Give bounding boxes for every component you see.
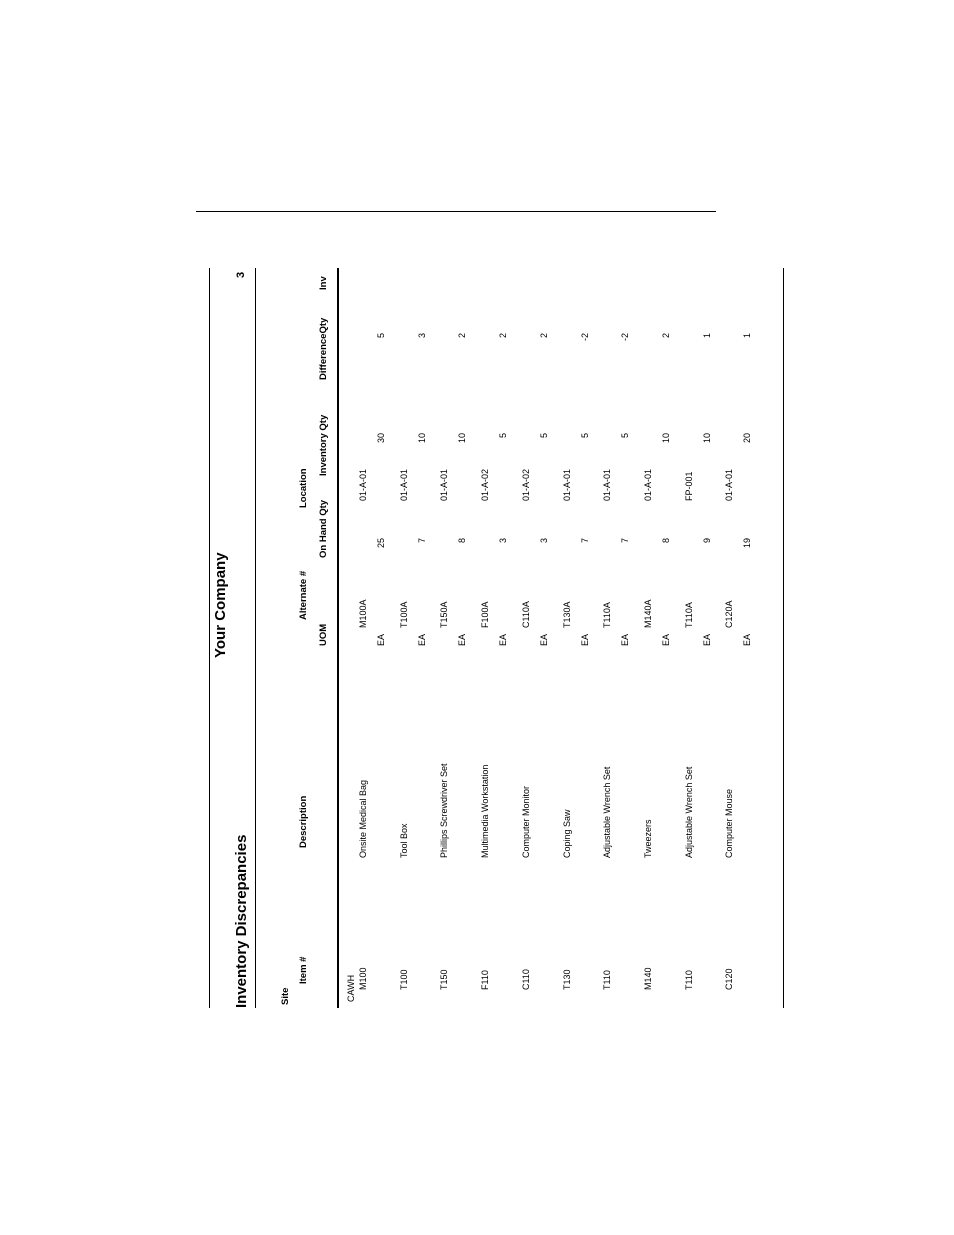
row-item: M100 <box>358 967 368 990</box>
row-on-hand: 7 <box>579 538 590 544</box>
row-description: Onsite Medical Bag <box>358 779 368 858</box>
row-item: C120 <box>724 968 735 990</box>
row-item: T130 <box>561 969 572 990</box>
row-inventory: 20 <box>742 433 753 444</box>
company-name: Your Company <box>212 552 229 658</box>
row-difference: 1 <box>701 333 712 339</box>
row-uom: EA <box>660 633 671 646</box>
site-code: CAWH <box>346 974 356 1002</box>
row-alternate: T130A <box>561 601 572 628</box>
row-inventory: 10 <box>660 433 671 444</box>
header-on-hand: On Hand Qty <box>318 499 329 558</box>
row-item: C110 <box>520 969 531 990</box>
header-inventory: Inventory Qty <box>318 414 329 476</box>
row-location: FP-001 <box>683 471 694 501</box>
row-description: Coping Saw <box>561 809 572 858</box>
row-location: 01-A-01 <box>602 468 613 501</box>
header-site: Site <box>280 987 291 1005</box>
row-alternate: C110A <box>520 601 531 628</box>
header-item: Item # <box>298 956 309 984</box>
header-inv-fragment: Inv <box>318 276 329 290</box>
header-rule <box>337 268 339 1008</box>
row-difference: -2 <box>620 333 631 342</box>
row-on-hand: 3 <box>538 538 549 544</box>
row-description: Computer Monitor <box>520 785 531 858</box>
row-uom: EA <box>579 633 590 646</box>
row-uom: EA <box>498 633 509 646</box>
title-rule <box>255 268 256 1008</box>
row-alternate: T110A <box>683 602 694 628</box>
row-uom: EA <box>416 633 427 646</box>
row-inventory: 30 <box>376 433 386 444</box>
row-inventory: 10 <box>416 433 427 444</box>
header-uom: UOM <box>318 623 329 646</box>
row-difference: 1 <box>742 333 753 339</box>
row-alternate: T150A <box>439 601 450 628</box>
row-on-hand: 7 <box>620 538 631 544</box>
row-item: T110 <box>683 970 694 990</box>
row-on-hand: 19 <box>742 538 753 549</box>
row-alternate: T110A <box>602 602 613 628</box>
row-on-hand: 8 <box>457 538 468 544</box>
row-on-hand: 25 <box>376 538 386 549</box>
row-item: T100 <box>398 969 409 990</box>
row-on-hand: 9 <box>701 538 712 544</box>
header-description: Description <box>298 795 309 848</box>
row-uom: EA <box>457 633 468 646</box>
row-uom: EA <box>701 633 712 646</box>
row-difference: 3 <box>416 333 427 339</box>
row-uom: EA <box>742 633 753 646</box>
header-location: Location <box>298 468 309 508</box>
row-description: Computer Mouse <box>724 788 735 858</box>
row-description: Phillips Screwdriver Set <box>439 763 450 858</box>
row-location: 01-A-01 <box>561 468 572 501</box>
report-title: Inventory Discrepancies <box>233 834 250 1008</box>
header-alternate: Alternate # <box>298 570 309 620</box>
row-alternate: T100A <box>398 601 409 628</box>
row-difference: 2 <box>660 333 671 339</box>
row-difference: 5 <box>376 333 386 339</box>
row-description: Tweezers <box>642 819 653 858</box>
row-difference: 2 <box>457 333 468 339</box>
row-on-hand: 8 <box>660 538 671 544</box>
report-right-border <box>783 268 784 1008</box>
row-inventory: 10 <box>457 433 468 444</box>
row-description: Tool Box <box>398 823 409 858</box>
row-location: 01-A-01 <box>724 468 735 501</box>
row-uom: EA <box>538 633 549 646</box>
row-uom: EA <box>376 633 386 646</box>
row-difference: -2 <box>579 333 590 342</box>
row-item: M140 <box>642 967 653 990</box>
row-inventory: 5 <box>498 433 509 439</box>
row-inventory: 10 <box>701 433 712 444</box>
row-item: F110 <box>480 970 491 990</box>
row-difference: 2 <box>538 333 549 339</box>
row-inventory: 5 <box>579 433 590 439</box>
header-difference: DifferenceQty <box>318 317 329 380</box>
row-location: 01-A-01 <box>642 468 653 501</box>
row-alternate: F100A <box>480 601 491 628</box>
row-description: Multimedia Workstation <box>480 764 491 858</box>
row-uom: EA <box>620 633 631 646</box>
row-location: 01-A-02 <box>480 468 491 501</box>
page-number: 3 <box>235 271 247 278</box>
row-item: T110 <box>602 970 613 990</box>
row-on-hand: 7 <box>416 538 427 544</box>
row-alternate: M140A <box>642 599 653 628</box>
row-item: T150 <box>439 969 450 990</box>
row-on-hand: 3 <box>498 538 509 544</box>
inventory-report <box>209 268 781 1008</box>
row-location: 01-A-02 <box>520 468 531 501</box>
row-inventory: 5 <box>620 433 631 439</box>
row-inventory: 5 <box>538 433 549 439</box>
row-alternate: M100A <box>358 599 368 628</box>
row-alternate: C120A <box>724 600 735 628</box>
row-difference: 2 <box>498 333 509 339</box>
row-description: Adjustable Wrench Set <box>602 766 613 858</box>
row-description: Adjustable Wrench Set <box>683 766 694 858</box>
top-rule <box>196 211 716 212</box>
row-location: 01-A-01 <box>439 468 450 501</box>
row-location: 01-A-01 <box>358 468 368 501</box>
row-location: 01-A-01 <box>398 468 409 501</box>
